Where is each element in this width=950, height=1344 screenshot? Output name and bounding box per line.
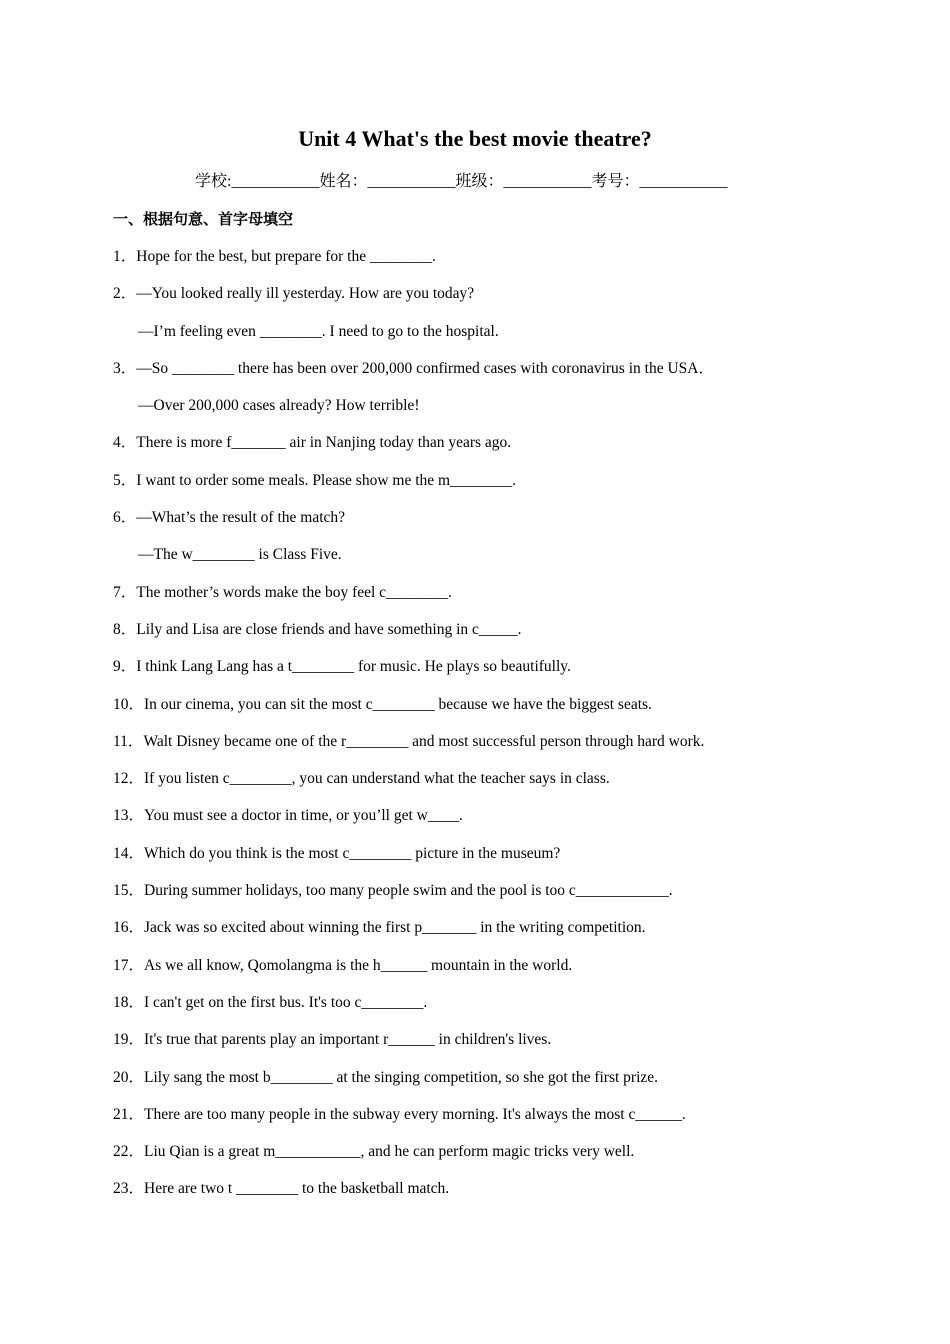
question-line	[113, 879, 833, 903]
question-number: 16．	[113, 919, 145, 937]
student-info-line: 学校:___________姓名：___________班级：___________考号：___________	[195, 173, 728, 190]
question-text: I want to order some meals. Please show me the m________.	[136, 471, 516, 489]
question-number: 6．	[113, 509, 137, 527]
question-line	[113, 916, 833, 940]
question-line	[113, 1140, 833, 1164]
question-text: It's true that parents play an important r______ in children's lives.	[144, 1031, 552, 1049]
question-text: You must see a doctor in time, or you’ll get w____.	[144, 807, 463, 825]
question-number: 10．	[113, 695, 145, 713]
question-number: 8．	[113, 620, 137, 638]
question-line	[113, 1066, 833, 1090]
question-text: The mother’s words make the boy feel c________.	[136, 583, 452, 601]
question-number: 11．	[113, 732, 144, 750]
question-line	[113, 357, 833, 381]
question-text: Jack was so excited about winning the first p_______ in the writing competition.	[144, 919, 646, 937]
question-list	[113, 245, 833, 1215]
question-number: 18．	[113, 993, 145, 1011]
question-line	[113, 506, 833, 530]
question-number: 17．	[113, 956, 145, 974]
question-number: 22．	[113, 1143, 145, 1161]
question-number: 13．	[113, 807, 145, 825]
question-number: 9．	[113, 658, 137, 676]
question-line	[113, 655, 833, 679]
question-text: If you listen c________, you can understand what the teacher says in class.	[144, 770, 610, 788]
question-text: There is more f_______ air in Nanjing today than years ago.	[136, 434, 512, 452]
question-line	[113, 245, 833, 269]
section-heading: 一、根据句意、首字母填空	[113, 210, 294, 228]
question-line	[113, 804, 833, 828]
question-text: Which do you think is the most c________ picture in the museum?	[144, 844, 561, 862]
question-line	[113, 1028, 833, 1052]
question-number: 12．	[113, 770, 145, 788]
question-text: Lily and Lisa are close friends and have something in c_____.	[136, 620, 522, 638]
question-number: 23．	[113, 1180, 145, 1198]
question-text: In our cinema, you can sit the most c________ because we have the biggest seats.	[144, 695, 652, 713]
question-number: 20．	[113, 1068, 145, 1086]
question-number: 4．	[113, 434, 137, 452]
worksheet-title: Unit 4 What's the best movie theatre?	[298, 126, 652, 151]
question-text: Lily sang the most b________ at the singing competition, so she got the first prize.	[144, 1068, 659, 1086]
question-line	[113, 1103, 833, 1127]
question-number: 2．	[113, 285, 137, 303]
question-line	[113, 1177, 833, 1201]
question-text: —Over 200,000 cases already? How terrible!	[138, 397, 420, 415]
question-line	[113, 543, 833, 567]
question-line	[113, 581, 833, 605]
question-text: —What’s the result of the match?	[136, 509, 346, 527]
question-text: Hope for the best, but prepare for the ________.	[136, 248, 436, 265]
question-number: 21．	[113, 1105, 145, 1123]
question-line	[113, 469, 833, 493]
question-text: —You looked really ill yesterday. How are you today?	[136, 285, 475, 303]
question-text: I can't get on the first bus. It's too c________.	[144, 993, 428, 1011]
question-text: —I’m feeling even ________. I need to go to the hospital.	[138, 322, 499, 340]
question-number: 1．	[113, 248, 137, 265]
question-text: As we all know, Qomolangma is the h______ mountain in the world.	[144, 956, 573, 974]
question-text: I think Lang Lang has a t________ for music. He plays so beautifully.	[136, 658, 571, 676]
question-number: 19．	[113, 1031, 145, 1049]
question-line	[113, 730, 833, 754]
question-line	[113, 394, 833, 418]
question-line	[113, 767, 833, 791]
question-number: 7．	[113, 583, 137, 601]
question-text: Walt Disney became one of the r________ and most successful person through hard work.	[143, 732, 705, 750]
question-number: 15．	[113, 882, 145, 900]
question-line	[113, 991, 833, 1015]
question-line	[113, 842, 833, 866]
question-line	[113, 954, 833, 978]
question-text: There are too many people in the subway every morning. It's always the most c______.	[144, 1105, 686, 1123]
question-number: 14．	[113, 844, 145, 862]
question-number: 5．	[113, 471, 137, 489]
question-text: —The w________ is Class Five.	[138, 546, 342, 564]
question-line	[113, 431, 833, 455]
question-text: During summer holidays, too many people swim and the pool is too c____________.	[144, 882, 673, 900]
question-line	[113, 320, 833, 344]
question-text: —So ________ there has been over 200,000 confirmed cases with coronavirus in the USA．	[136, 359, 714, 377]
question-line	[113, 618, 833, 642]
question-number: 3．	[113, 359, 137, 377]
question-line	[113, 693, 833, 717]
question-text: Here are two t ________ to the basketball match.	[144, 1180, 450, 1198]
question-text: Liu Qian is a great m___________, and he can perform magic tricks very well.	[144, 1143, 635, 1161]
question-line	[113, 282, 833, 306]
